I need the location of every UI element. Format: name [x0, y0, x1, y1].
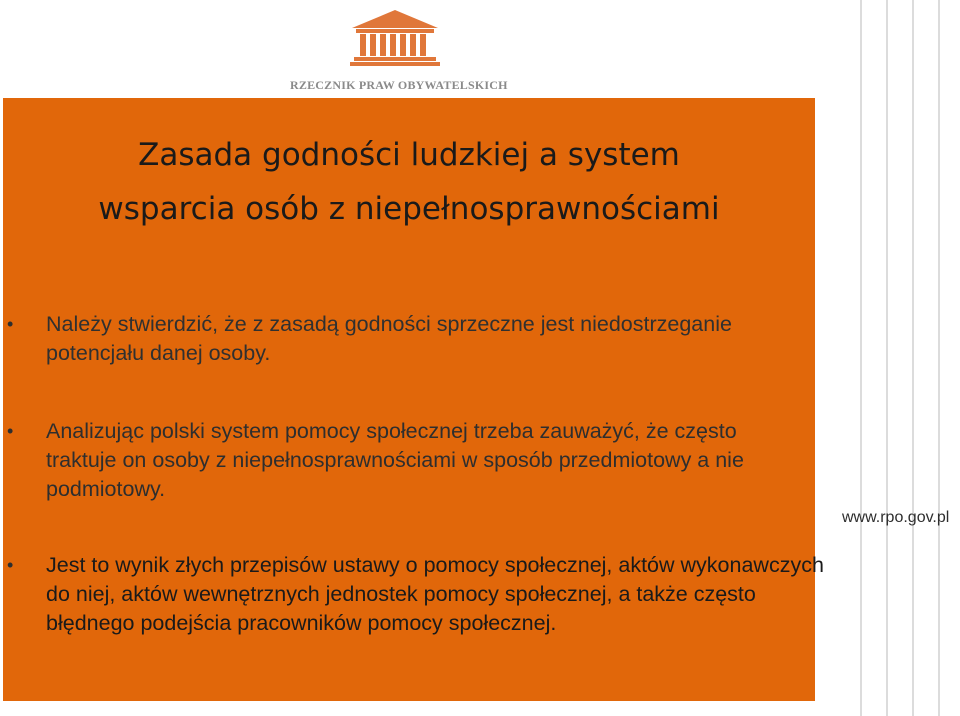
bullet-text: Jest to wynik złych przepisów ustawy o pomocy społecznej, aktów wykonawczych do niej, aktów wewnętrznych jednostek pomocy społecznej, a także często błędnego podejścia pracowników pomocy społecznej. — [46, 553, 824, 635]
title-line-2: wsparcia osób z niepełnosprawnościami — [98, 191, 720, 227]
decorative-lines — [820, 0, 960, 716]
bullet-item — [3, 551, 826, 638]
bullet-item — [3, 417, 806, 504]
rpo-logo — [290, 8, 508, 92]
slide-panel — [3, 98, 824, 701]
bullet-text: Należy stwierdzić, że z zasadą godności sprzeczne jest niedostrzeganie potencjału danej osoby. — [46, 312, 732, 365]
bullet-dot-icon: • — [7, 314, 14, 334]
bullet-text: Analizując polski system pomocy społecznej trzeba zauważyć, że często traktuje on osoby z niepełnosprawnościami w sposób przedmiotowy a nie podmiotowy. — [46, 419, 744, 501]
bullet-dot-icon: • — [7, 421, 14, 441]
bullet-item — [3, 310, 766, 368]
title-line-1: Zasada godności ludzkiej a system — [138, 137, 680, 173]
logo-text: RZECZNIK PRAW OBYWATELSKICH — [290, 78, 508, 92]
building-columns-icon — [346, 8, 444, 70]
slide-title — [3, 128, 815, 236]
bullet-dot-icon: • — [7, 555, 14, 575]
website-url[interactable]: www.rpo.gov.pl — [842, 509, 950, 526]
